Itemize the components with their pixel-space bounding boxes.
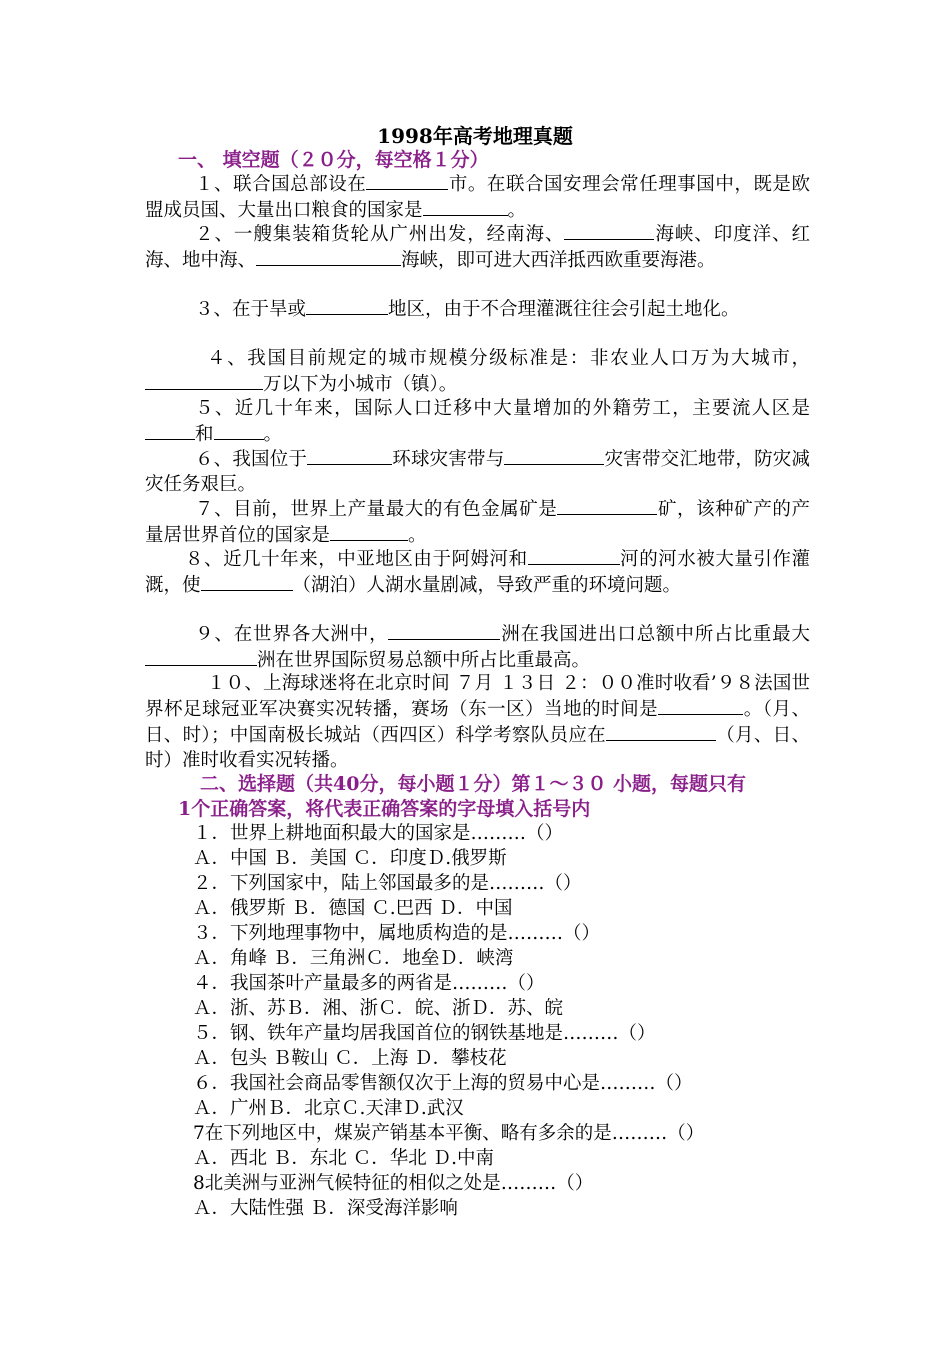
answer-blank — [504, 446, 604, 465]
answer-blank — [564, 221, 654, 240]
options-line: Ａ．角峰 Ｂ．三角洲Ｃ．地垒Ｄ．峡湾 — [193, 948, 514, 969]
question-line: ３．下列地理事物中，属地质构造的是………（） — [193, 923, 601, 944]
answer-blank — [366, 171, 448, 190]
answer-blank — [201, 572, 293, 591]
question-3: ３、在于旱或 地区，由于不合理灌溉往往会引起土地化。 — [145, 296, 810, 322]
options-line: Ａ．广州Ｂ．北京Ｃ.天津Ｄ.武汉 — [193, 1098, 464, 1119]
question-4: ４、我国目前规定的城市规模分级标准是：非农业人口万为大城市，万以下为小城市（镇）。 — [145, 346, 810, 397]
options-line: Ａ．大陆性强 Ｂ．深受海洋影响 — [193, 1198, 458, 1219]
options-line: Ａ．俄罗斯 Ｂ．德国 Ｃ.巴西 Ｄ．中国 — [193, 898, 513, 919]
question-line: ６．我国社会商品零售额仅次于上海的贸易中心是………（） — [193, 1073, 693, 1094]
answer-blank — [330, 522, 408, 541]
page-title: 1998年高考地理真题 — [377, 124, 573, 148]
answer-blank — [557, 496, 657, 515]
section-1-heading: 一、 填空题（２０分，每空格１分） — [178, 149, 489, 171]
answer-blank — [606, 722, 716, 741]
section-2-heading-line-1: 二、选择题（共40分，每小题１分）第１～３０ 小题，每题只有 — [200, 773, 747, 795]
answer-blank — [145, 421, 195, 440]
answer-blank — [307, 446, 392, 465]
question-10: １０、上海球迷将在北京时间 ７月 １３日 ２：００准时收看’９８法国世界杯足球冠亚军决赛实况转播，赛场（东一区）当地的时间是 。（月、日、时）；中国南极长城站（西四区）科学考察队员应在 （月、日、时）准时收看实况转播。 — [145, 673, 810, 771]
multiple-choice-list — [193, 821, 704, 1221]
question-6: ６、我国位于 环球灾害带与 灾害带交汇地带，防灾减灾任务艰巨。 — [145, 446, 810, 497]
question-1: １、联合国总部设在 市。在联合国安理会常任理事国中，既是欧盟成员国、大量出口粮食的国家是 。 — [145, 171, 810, 223]
question-7: ７、目前，世界上产量最大的有色金属矿是 矿，该种矿产的产量居世界首位的国家是 。 — [145, 496, 810, 548]
answer-blank — [306, 296, 388, 315]
question-5: ５、近几十年来，国际人口迁移中大量增加的外籍劳工，主要流人区是和 。 — [145, 396, 810, 447]
answer-blank — [528, 546, 620, 565]
question-line: 8北美洲与亚洲气候特征的相似之处是………（） — [193, 1173, 594, 1194]
question-2: ２、一艘集装箱货轮从广州出发，经南海、 海峡、印度洋、红海、地中海、 海峡，即可进大西洋抵西欧重要海港。 — [145, 221, 810, 273]
answer-blank — [423, 197, 508, 216]
answer-blank — [256, 247, 401, 266]
question-line: ４．我国茶叶产量最多的两省是………（） — [193, 973, 545, 994]
answer-blank — [214, 421, 264, 440]
answer-blank — [658, 696, 743, 715]
answer-blank — [388, 621, 500, 640]
options-line: Ａ．包头 Ｂ鞍山 Ｃ．上海 Ｄ．攀枝花 — [193, 1048, 507, 1069]
question-line: ５．钢、铁年产量均居我国首位的钢铁基地是………（） — [193, 1023, 656, 1044]
question-line: ２．下列国家中，陆上邻国最多的是………（） — [193, 873, 582, 894]
options-line: Ａ．西北 Ｂ．东北 Ｃ．华北 Ｄ.中南 — [193, 1148, 495, 1169]
question-line: １．世界上耕地面积最大的国家是………（） — [193, 823, 564, 844]
answer-blank — [145, 647, 257, 666]
question-8: ８、近几十年来，中亚地区由于阿姆河和 河的河水被大量引作灌溉，使 （湖泊）人湖水量剧减，导致严重的环境问题。 — [145, 546, 810, 598]
options-line: Ａ．中国 Ｂ．美国 Ｃ．印度Ｄ.俄罗斯 — [193, 848, 507, 869]
options-line: Ａ．浙、苏Ｂ．湘、浙Ｃ．皖、浙Ｄ．苏、皖 — [193, 998, 564, 1019]
question-line: 7在下列地区中，煤炭产销基本平衡、略有多余的是………（） — [193, 1123, 705, 1144]
answer-blank — [145, 371, 263, 390]
question-9: ９、在世界各大洲中， 洲在我国进出口总额中所占比重最大洲在世界国际贸易总额中所占比重最高。 — [145, 621, 810, 673]
section-2-heading-line-2: 1个正确答案，将代表正确答案的字母填入括号内 — [178, 798, 591, 820]
